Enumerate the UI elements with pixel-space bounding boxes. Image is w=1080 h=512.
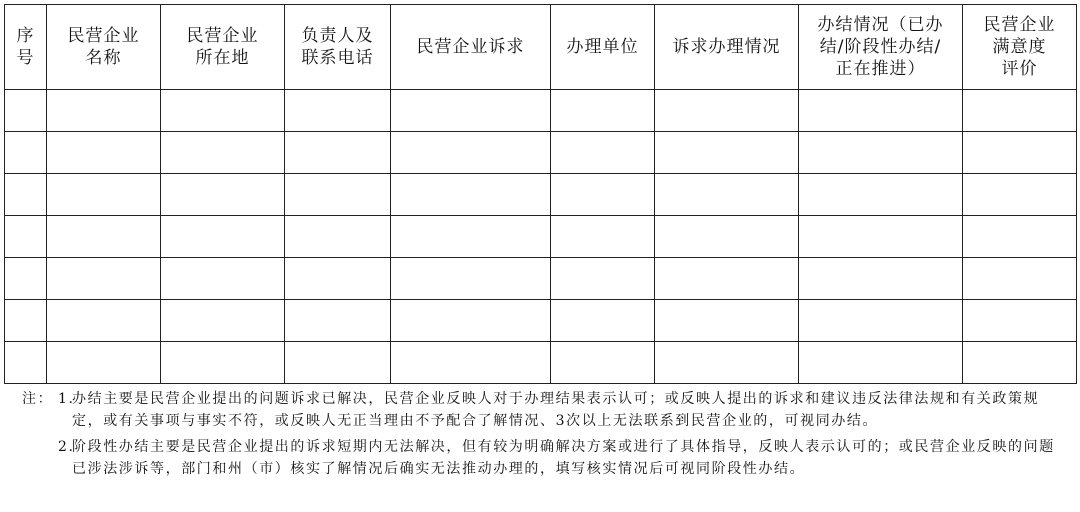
table-cell (799, 174, 963, 216)
table-cell (285, 258, 391, 300)
note-number: 1. (58, 391, 75, 407)
table-row (5, 342, 1077, 384)
table-cell (5, 90, 47, 132)
table-cell (285, 132, 391, 174)
table-cell (655, 342, 799, 384)
table-cell (799, 216, 963, 258)
table-cell (963, 90, 1077, 132)
table-cell (285, 174, 391, 216)
table-cell (551, 174, 655, 216)
table-cell (551, 342, 655, 384)
table-cell (285, 90, 391, 132)
note-prefix: 注： (22, 391, 54, 407)
header-enterprise-appeal: 民营企业诉求 (391, 5, 551, 90)
table-cell (655, 90, 799, 132)
table-cell (47, 258, 161, 300)
table-row (5, 174, 1077, 216)
table-header-row (5, 5, 1077, 90)
table-cell (161, 174, 285, 216)
table-cell (655, 174, 799, 216)
table-cell (285, 216, 391, 258)
table-row (5, 300, 1077, 342)
report-table-container (4, 4, 1076, 384)
note-item-1 (22, 388, 1062, 432)
table-cell (47, 174, 161, 216)
table-cell (47, 132, 161, 174)
table-notes (22, 388, 1062, 480)
header-contact-person-phone: 负责人及 联系电话 (285, 5, 391, 90)
table-cell (799, 342, 963, 384)
table-cell (47, 300, 161, 342)
table-cell (963, 132, 1077, 174)
table-cell (963, 258, 1077, 300)
table-cell (551, 216, 655, 258)
table-cell (551, 300, 655, 342)
table-cell (391, 174, 551, 216)
table-body (5, 90, 1077, 384)
table-cell (655, 300, 799, 342)
table-cell (5, 342, 47, 384)
table-cell (551, 90, 655, 132)
table-cell (285, 300, 391, 342)
table-cell (963, 216, 1077, 258)
header-enterprise-name: 民营企业 名称 (47, 5, 161, 90)
table-cell (799, 258, 963, 300)
report-table (4, 4, 1077, 384)
table-row (5, 258, 1077, 300)
table-cell (161, 132, 285, 174)
table-cell (285, 342, 391, 384)
table-cell (391, 216, 551, 258)
table-cell (47, 216, 161, 258)
table-cell (799, 132, 963, 174)
table-row (5, 216, 1077, 258)
table-cell (963, 342, 1077, 384)
table-cell (655, 258, 799, 300)
table-cell (161, 300, 285, 342)
note-text: 阶段性办结主要是民营企业提出的诉求短期内无法解决，但有较为明确解决方案或进行了具体指导，反映人表示认可的；或民营企业反映的问题已涉法涉诉等，部门和州（市）核实了解情况后确实无法推动办理的，填写核实情况后可视同阶段性办结。 (72, 439, 1055, 477)
header-handling-unit: 办理单位 (551, 5, 655, 90)
table-cell (963, 174, 1077, 216)
header-enterprise-location: 民营企业 所在地 (161, 5, 285, 90)
table-cell (655, 216, 799, 258)
table-cell (799, 90, 963, 132)
note-number: 2. (58, 439, 75, 455)
note-item-2 (22, 436, 1062, 480)
table-row (5, 90, 1077, 132)
table-cell (799, 300, 963, 342)
table-cell (391, 132, 551, 174)
table-cell (5, 132, 47, 174)
header-completion-status: 办结情况（已办 结/阶段性办结/ 正在推进） (799, 5, 963, 90)
table-cell (161, 342, 285, 384)
table-cell (5, 174, 47, 216)
table-cell (161, 258, 285, 300)
table-row (5, 132, 1077, 174)
table-cell (963, 300, 1077, 342)
table-cell (391, 300, 551, 342)
table-cell (655, 132, 799, 174)
table-cell (551, 258, 655, 300)
table-cell (5, 258, 47, 300)
table-cell (5, 300, 47, 342)
header-satisfaction-rating: 民营企业 满意度 评价 (963, 5, 1077, 90)
table-cell (391, 90, 551, 132)
table-cell (5, 216, 47, 258)
header-serial-number: 序 号 (5, 5, 47, 90)
table-cell (391, 258, 551, 300)
table-cell (551, 132, 655, 174)
note-text: 办结主要是民营企业提出的问题诉求已解决，民营企业反映人对于办理结果表示认可；或反映人提出的诉求和建议违反法律法规和有关政策规定，或有关事项与事实不符，或反映人无正当理由不予配合了解情况、3次以上无法联系到民营企业的，可视同办结。 (72, 391, 1040, 429)
table-cell (161, 90, 285, 132)
table-cell (47, 342, 161, 384)
table-cell (161, 216, 285, 258)
table-cell (47, 90, 161, 132)
header-appeal-handling-status: 诉求办理情况 (655, 5, 799, 90)
table-cell (391, 342, 551, 384)
